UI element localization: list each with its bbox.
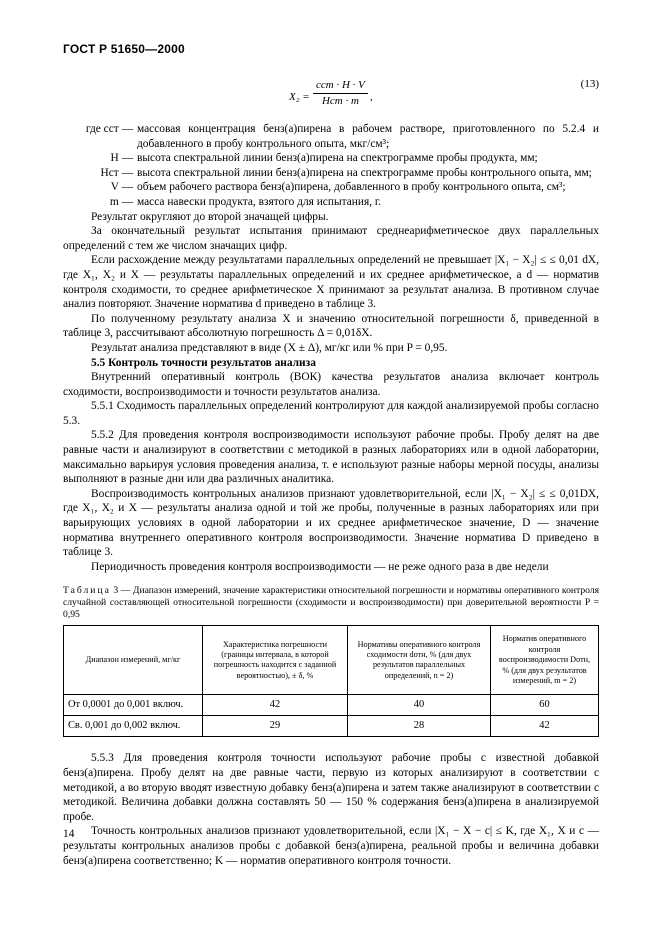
- paragraph: 5.5.2 Для проведения контроля воспроизводимости используют рабочие пробы. Пробу делят на две равные части и анализируют в соответствии с методикой в разных лабораториях или в одной лаборатории, максимально варьируя условия проведения анализа, т. е используют разные наборы мерной посуды, анализы выполняют в разные дни или два различных аналитика.: [63, 429, 599, 486]
- definition-item: [63, 166, 599, 181]
- formula-denominator: Hст · m: [321, 95, 359, 107]
- definition-symbol: H —: [110, 152, 133, 165]
- paragraph: Результат округляют до второй значащей цифры.: [91, 210, 329, 223]
- definition-item: [63, 122, 599, 151]
- paragraph: Если расхождение между результатами параллельных определений не превышает |X₁ − X₂| ≤ ≤ 0,01 dX, где X₁, X₂ и X — результаты параллельных определений и их среднее арифметическое, а d — норматив контроля сходимости, то среднее арифметическое X принимают за результат анализа. В противном случае анализ повторяют. Значение норматива d приведено в таблице 3.: [63, 254, 599, 311]
- definition-symbol: m —: [109, 195, 133, 208]
- definition-text: масса навески продукта, взятого для испытания, г.: [137, 195, 382, 208]
- table-caption: [63, 585, 599, 621]
- page-number: 14: [63, 828, 75, 840]
- definition-text: высота спектральной линии бенз(а)пирена на спектрограмме пробы контрольного опыта, мм;: [137, 166, 592, 179]
- definition-text: массовая концентрация бенз(а)пирена в рабочем растворе, приготовленного по 5.2.4 и добавленного в пробу контрольного опыта, мкг/см³;: [137, 123, 599, 150]
- formula-numerator: cст · H · V: [313, 78, 368, 94]
- table-cell: 28: [348, 716, 491, 737]
- definition-symbol: V —: [110, 181, 133, 194]
- table-cell: 42: [203, 695, 348, 716]
- table-cell: 42: [491, 716, 599, 737]
- paragraph: Внутренний оперативный контроль (ВОК) качества результатов анализа включает контроль сходимости, воспроизводимости и точности результатов анализа.: [63, 371, 599, 398]
- paragraph: За окончательный результат испытания принимают среднеарифметическое двух параллельных определений с тем же числом значащих цифр.: [63, 225, 599, 252]
- formula-fraction: [313, 78, 368, 109]
- definition-symbol: где cст —: [85, 123, 133, 135]
- document-page: [63, 42, 599, 868]
- definition-item: [63, 151, 599, 166]
- table-cell: 40: [348, 695, 491, 716]
- table-header-cell: Нормативы оперативного контроля сходимости dотн, % (для двух результатов параллельных определений, n = 2): [348, 626, 491, 695]
- definition-text: объем рабочего раствора бенз(а)пирена, добавленного в пробу контрольного опыта, см³;: [137, 181, 566, 194]
- formula-comma: ,: [370, 91, 373, 103]
- table-header-row: [64, 626, 599, 695]
- table-header-cell: Диапазон измерений, мг/кг: [64, 626, 203, 695]
- formula-13: [63, 78, 599, 118]
- table-cell: 29: [203, 716, 348, 737]
- paragraph: 5.5.3 Для проведения контроля точности используют рабочие пробы с известной добавкой бенз(а)пирена. Пробу делят на две равные части, первую из которых анализируют в соответствии с методикой, а во вторую вводят известную добавку бенз(а)пирена и затем также анализируют в соответствии с методикой. Величина добавки должна составлять 50 — 150 % содержания бенз(а)пирена в анализируемой пробе.: [63, 752, 599, 823]
- variable-definitions: [63, 122, 599, 210]
- paragraph: Воспроизводимость контрольных анализов признают удовлетворительной, если |X₁ − X₂| ≤ ≤ 0,01DX, где X₁, X₂ и X — результаты анализа одной и той же пробы, полученные в разных лабораториях или при варьирующих условиях в одной лаборатории и их среднее арифметическое значение, D — значение норматива внутреннего оперативного контроля воспроизводимости. Значение норматива D приведено в таблице 3.: [63, 487, 599, 559]
- table-cell: От 0,0001 до 0,001 включ.: [64, 695, 203, 716]
- definition-item: [63, 195, 599, 210]
- paragraph: Периодичность проведения контроля воспроизводимости — не реже одного раза в две недели: [91, 560, 549, 573]
- paragraph: По полученному результату анализа X и значению относительной погрешности δ, приведенной в таблице 3, рассчитывают абсолютную погрешность Δ = 0,01δX.: [63, 312, 599, 340]
- paragraph: Точность контрольных анализов признают удовлетворительной, если |X₁ − X − c| ≤ K, где X₁, X и c — результаты контрольных анализов пробы с добавкой бенз(а)пирена, реальной пробы и величина добавки бенз(а)пирена соответственно; K — норматив оперативного контроля точности.: [63, 825, 599, 867]
- document-header: ГОСТ Р 51650—2000: [63, 42, 185, 56]
- table-row: [64, 716, 599, 737]
- table-header-cell: Характеристика погрешности (границы интервала, в которой погрешность находится с заданной вероятностью), ± δ, %: [203, 626, 348, 695]
- table-caption-text: 3 — Диапазон измерений, значение характеристики относительной погрешности и нормативы оперативного контроля случайной составляющей относительной погрешности (сходимости и воспроизводимости) при доверительной вероятности P = 0,95: [63, 585, 599, 621]
- table-cell: 60: [491, 695, 599, 716]
- paragraph: 5.5.1 Сходимость параллельных определений контролируют для каждой анализируемой пробы согласно 5.3.: [63, 400, 599, 427]
- definition-text: высота спектральной линии бенз(а)пирена на спектрограмме пробы продукта, мм;: [137, 152, 538, 165]
- section-title: 5.5 Контроль точности результатов анализа: [91, 356, 316, 369]
- definition-item: [63, 180, 599, 195]
- table-row: [64, 695, 599, 716]
- formula-lhs: X₂ =: [289, 91, 310, 103]
- table-cell: Св. 0,001 до 0,002 включ.: [64, 716, 203, 737]
- data-table: [63, 625, 599, 737]
- formula-number: (13): [580, 78, 599, 90]
- table-caption-label: Таблица: [63, 585, 111, 597]
- table-header-cell: Норматив оперативного контроля воспроизводимости Dотн, % (для двух результатов измерений, m = 2): [491, 626, 599, 695]
- paragraph: Результат анализа представляют в виде (X ± Δ), мг/кг или % при P = 0,95.: [91, 341, 448, 354]
- definition-symbol: Hст —: [100, 166, 133, 179]
